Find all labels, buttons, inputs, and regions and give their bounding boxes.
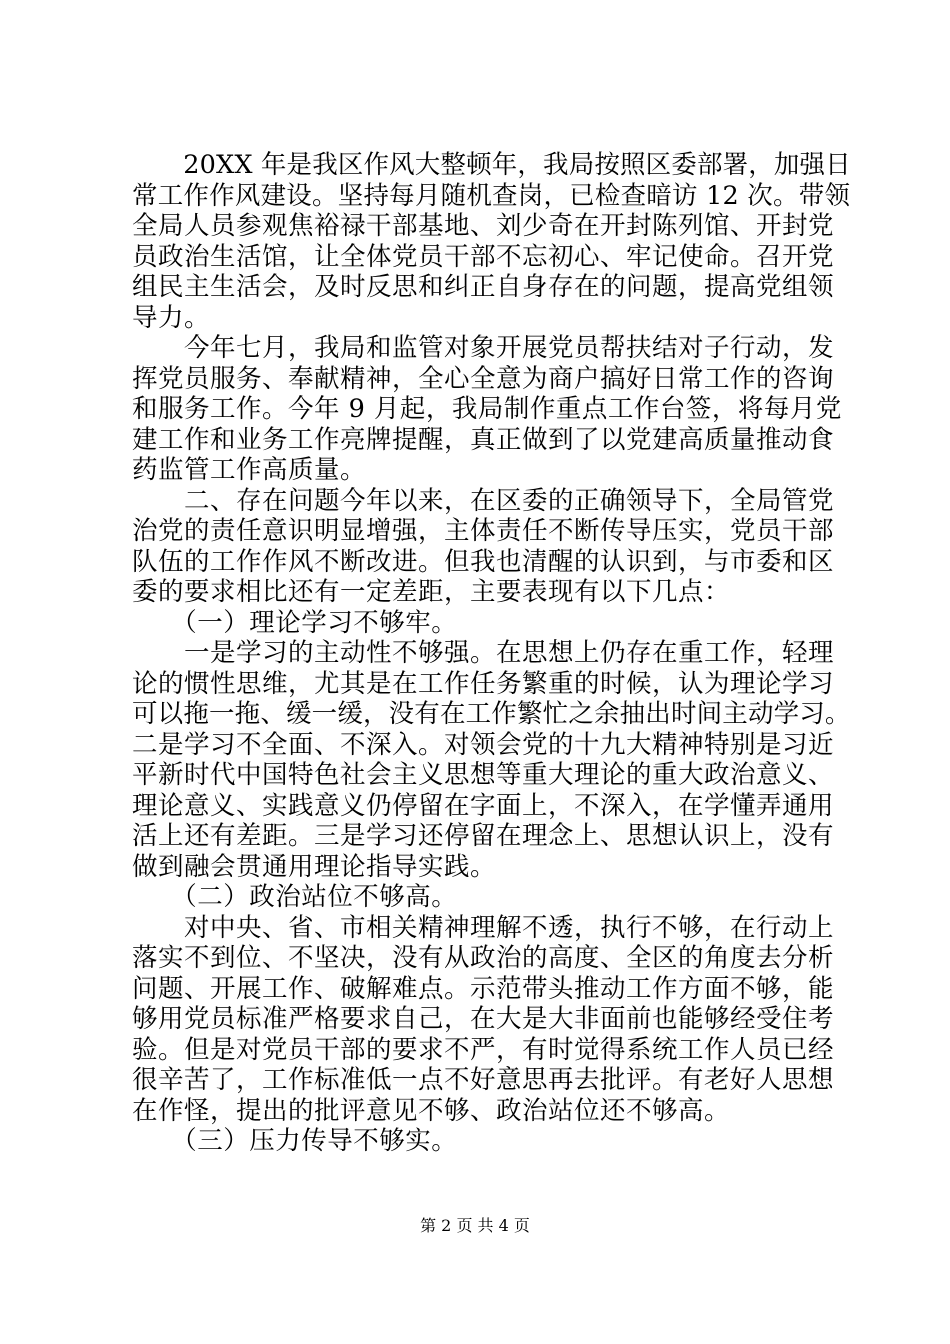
text-line: 组民主生活会，及时反思和纠正自身存在的问题，提高党组领 xyxy=(132,272,835,302)
text-line: 问题、开展工作、破解难点。示范带头推动工作方面不够，能 xyxy=(132,973,835,1004)
text-line: 委的要求相比还有一定差距，主要表现有以下几点： xyxy=(132,577,731,607)
text-line: 验。但是对党员干部的要求不严，有时觉得系统工作人员已经 xyxy=(132,1034,835,1065)
text-line: 药监管工作高质量。 xyxy=(132,455,367,485)
text-line: 治党的责任意识明显增强，主体责任不断传导压实，党员干部 xyxy=(132,516,835,546)
text-line: 二、存在问题今年以来，在区委的正确领导下，全局管党 xyxy=(132,485,835,516)
text-line: 对中央、省、市相关精神理解不透，执行不够，在行动上 xyxy=(132,912,835,943)
text-line: 够用党员标准严格要求自己，在大是大非面前也能够经受住考 xyxy=(132,1004,835,1034)
text-line: 全局人员参观焦裕禄干部基地、刘少奇在开封陈列馆、开封党 xyxy=(132,211,835,241)
text-line: 平新时代中国特色社会主义思想等重大理论的重大政治意义、 xyxy=(132,760,835,790)
text-line: 和服务工作。今年 9 月起，我局制作重点工作台签，将每月党 xyxy=(132,394,842,424)
text-line: （三）压力传导不够实。 xyxy=(132,1126,458,1156)
text-line: 建工作和业务工作亮牌提醒，真正做到了以党建高质量推动食 xyxy=(132,424,835,455)
text-line: 今年七月，我局和监管对象开展党员帮扶结对子行动，发 xyxy=(132,333,835,363)
page-number-label: 第 2 页 共 4 页 xyxy=(420,1216,530,1235)
text-line: 可以拖一拖、缓一缓，没有在工作繁忙之余抽出时间主动学习。 xyxy=(132,699,851,729)
text-line: 理论意义、实践意义仍停留在字面上，不深入，在学懂弄通用 xyxy=(132,790,835,821)
text-line: 落实不到位、不坚决，没有从政治的高度、全区的角度去分析 xyxy=(132,943,835,973)
text-line: 挥党员服务、奉献精神，全心全意为商户搞好日常工作的咨询 xyxy=(132,363,835,394)
text-line: （二）政治站位不够高。 xyxy=(132,882,458,912)
document-body xyxy=(132,150,852,1157)
text-line: 做到融会贯通用理论指导实践。 xyxy=(132,851,497,882)
text-line: 队伍的工作作风不断改进。但我也清醒的认识到，与市委和区 xyxy=(132,546,835,577)
page-footer xyxy=(0,1216,950,1236)
text-line: 导力。 xyxy=(132,302,211,333)
text-line: 在作怪，提出的批评意见不够、政治站位还不够高。 xyxy=(132,1095,731,1126)
text-line: 很辛苦了，工作标准低一点不好意思再去批评。有老好人思想 xyxy=(132,1065,835,1095)
text-line: 员政治生活馆，让全体党员干部不忘初心、牢记使命。召开党 xyxy=(132,241,835,272)
text-line: 常工作作风建设。坚持每月随机查岗，已检查暗访 12 次。带领 xyxy=(132,180,851,211)
text-line: 20XX 年是我区作风大整顿年，我局按照区委部署，加强日 xyxy=(132,150,851,180)
text-line: 论的惯性思维，尤其是在工作任务繁重的时候，认为理论学习 xyxy=(132,668,835,699)
text-line: 二是学习不全面、不深入。对领会党的十九大精神特别是习近 xyxy=(132,729,835,760)
text-line: 活上还有差距。三是学习还停留在理念上、思想认识上，没有 xyxy=(132,821,835,851)
text-line: （一）理论学习不够牢。 xyxy=(132,607,458,638)
text-line: 一是学习的主动性不够强。在思想上仍存在重工作，轻理 xyxy=(132,638,835,668)
